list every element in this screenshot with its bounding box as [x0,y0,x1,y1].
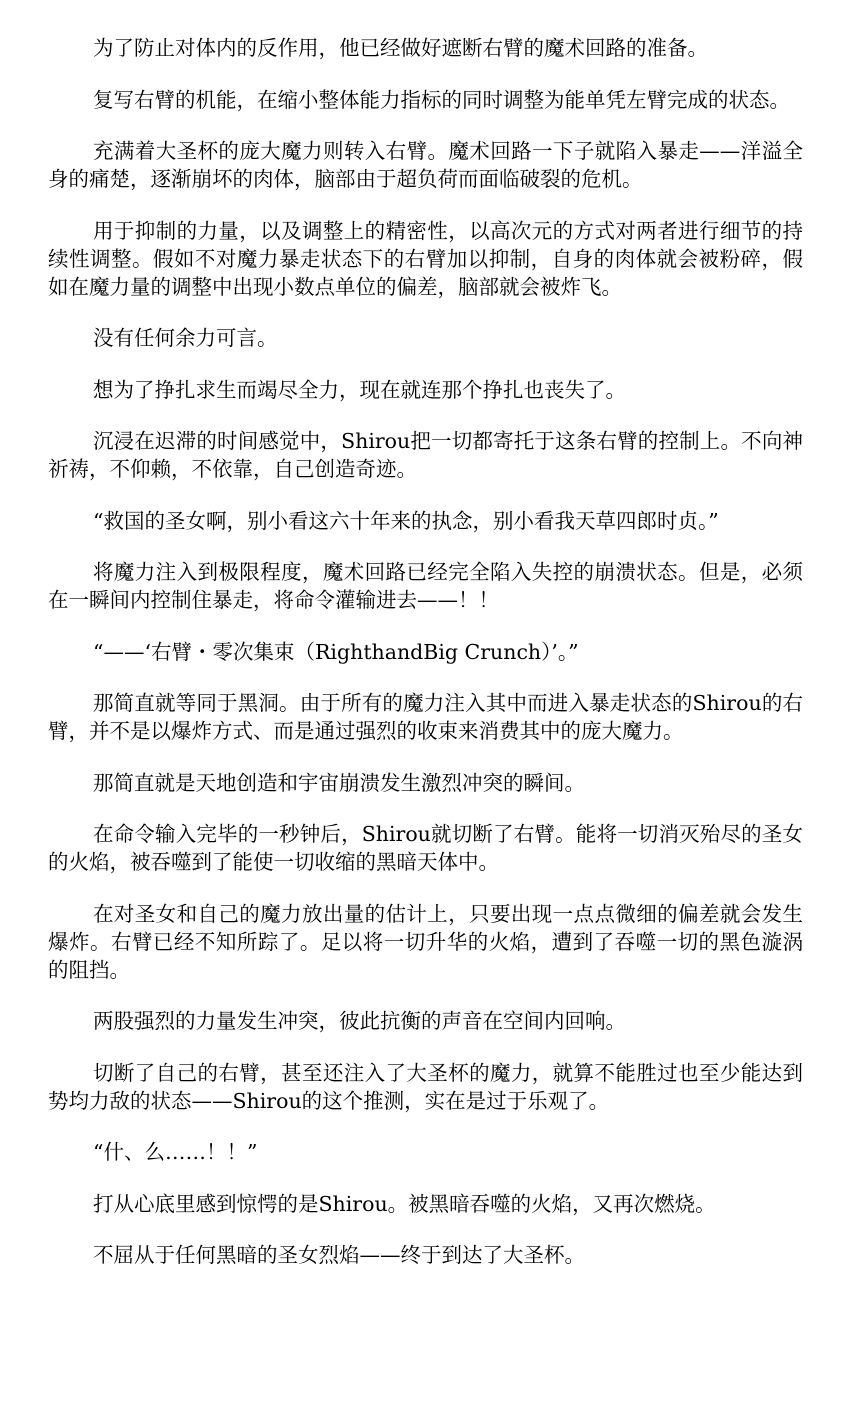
document-page [48,34,803,1293]
paragraph: 复写右臂的机能，在缩小整体能力指标的同时调整为能单凭左臂完成的状态。 [93,87,790,112]
paragraph: 切断了自己的右臂，甚至还注入了大圣杯的魔力，就算不能胜过也至少能达到势均力敌的状态——Shirou的这个推测，实在是过于乐观了。 [48,1060,803,1113]
paragraph: 在对圣女和自己的魔力放出量的估计上，只要出现一点点微细的偏差就会发生爆炸。右臂已经不知所踪了。足以将一切升华的火焰，遭到了吞噬一切的黑色漩涡的阻挡。 [48,901,803,982]
dialogue-paragraph: “——‘右臂・零次集束（RighthandBig Crunch）’。” [93,639,579,664]
paragraph: 想为了挣扎求生而竭尽全力，现在就连那个挣扎也丧失了。 [93,377,626,402]
paragraph: 那简直就等同于黑洞。由于所有的魔力注入其中而进入暴走状态的Shirou的右臂，并不是以爆炸方式、而是通过强烈的收束来消费其中的庞大魔力。 [48,691,803,743]
paragraph: 打从心底里感到惊愕的是Shirou。被黑暗吞噬的火焰，又再次燃烧。 [93,1191,716,1216]
paragraph: 那简直就是天地创造和宇宙崩溃发生激烈冲突的瞬间。 [93,770,585,795]
dialogue-paragraph: “什、么……！！” [93,1140,258,1164]
dialogue-paragraph: “救国的圣女啊，别小看这六十年来的执念，别小看我天草四郎时贞。” [93,508,719,533]
paragraph: 充满着大圣杯的庞大魔力则转入右臂。魔术回路一下子就陷入暴走——洋溢全身的痛楚，逐渐崩坏的肉体，脑部由于超负荷而面临破裂的危机。 [48,139,803,191]
paragraph: 将魔力注入到极限程度，魔术回路已经完全陷入失控的崩溃状态。但是，必须在一瞬间内控制住暴走，将命令灌输进去——！！ [48,560,803,612]
paragraph: 在命令输入完毕的一秒钟后，Shirou就切断了右臂。能将一切消灭殆尽的圣女的火焰，被吞噬到了能使一切收缩的黑暗天体中。 [48,822,803,874]
paragraph: 用于抑制的力量，以及调整上的精密性，以高次元的方式对两者进行细节的持续性调整。假如不对魔力暴走状态下的右臂加以抑制，自身的肉体就会被粉碎，假如在魔力量的调整中出现小数点单位的偏差，脑部就会被炸飞。 [48,218,803,299]
paragraph: 不屈从于任何黑暗的圣女烈焰——终于到达了大圣杯。 [93,1243,585,1267]
paragraph: 为了防止对体内的反作用，他已经做好遮断右臂的魔术回路的准备。 [93,36,708,60]
paragraph: 两股强烈的力量发生冲突，彼此抗衡的声音在空间内回响。 [93,1009,626,1033]
paragraph: 沉浸在迟滞的时间感觉中，Shirou把一切都寄托于这条右臂的控制上。不向神祈祷，不仰赖，不依靠，自己创造奇迹。 [48,429,803,481]
paragraph: 没有任何余力可言。 [93,326,278,350]
